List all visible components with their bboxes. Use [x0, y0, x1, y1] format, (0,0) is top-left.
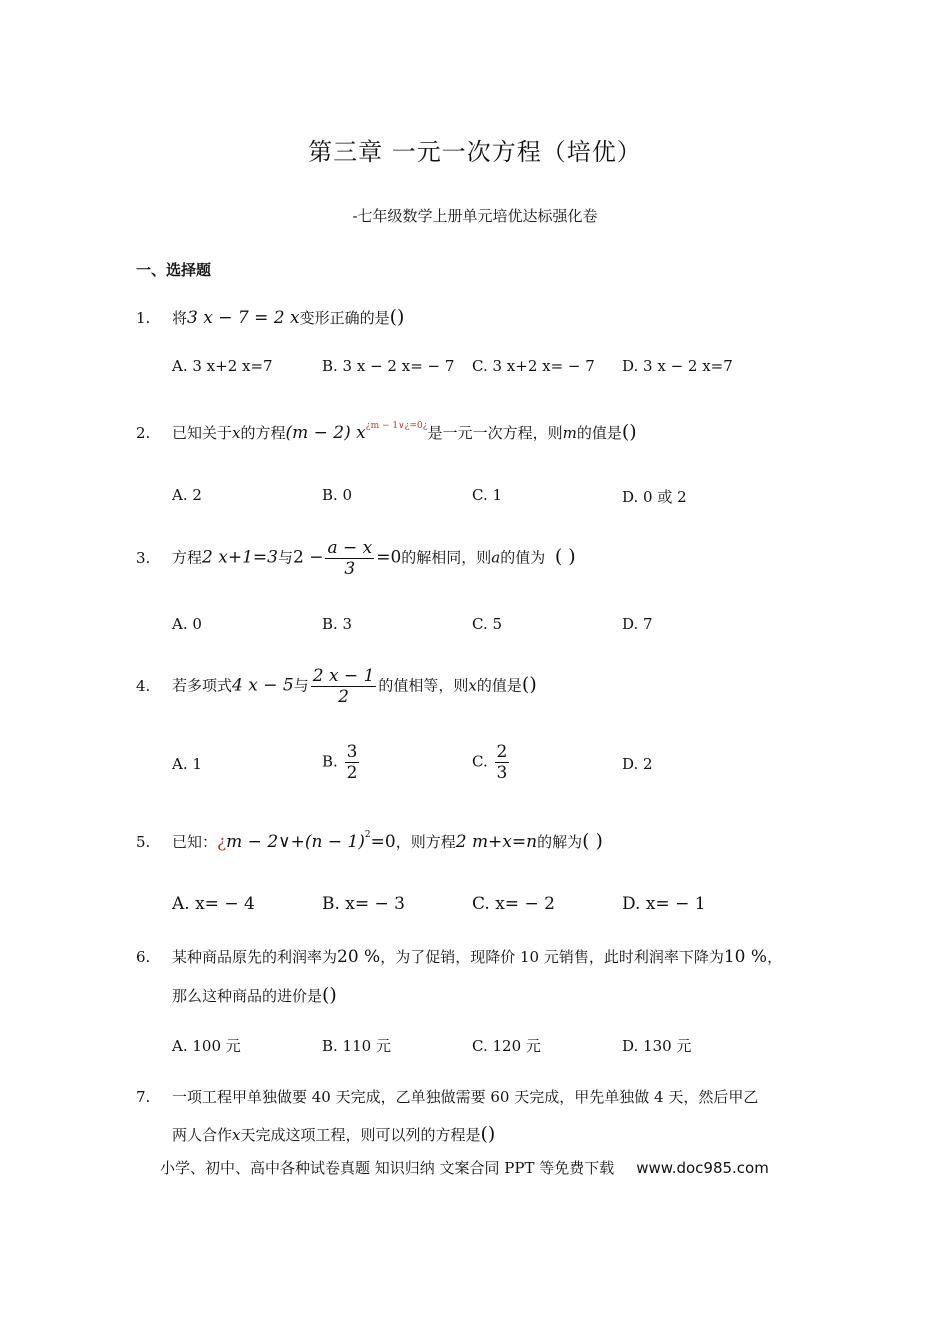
page-footer — [160, 1157, 769, 1178]
question-3: 3. 方程2 x+1=3与2 − $\frac{a - x}{3}$ =0的解相同，则a的值为 ( ) — [136, 538, 576, 579]
footer-text: 小学、初中、高中各种试卷真题 知识归纳 文案合同 PPT 等免费下载 — [160, 1159, 615, 1177]
option-c: C. 5 — [472, 615, 503, 633]
option-b: B. 110 元 — [322, 1037, 391, 1055]
option-c: C. 1 — [472, 486, 503, 504]
fraction: $\frac{2 x - 1}{2}$ — [312, 666, 375, 707]
option-a: A. x= − 4 — [172, 894, 255, 914]
question-5: 5. 已知：¿m − 2∨+(n − 1)$^2$=0，则方程2 m+x=n的解为( ) — [136, 830, 603, 852]
question-number: 7. — [136, 1088, 151, 1106]
question-6-line-2: 那么这种商品的进价是() — [172, 984, 337, 1006]
question-4: 4. 若多项式4 x − 5与 $\frac{2 x - 1}{2}$ 的值相等，则x的值是() — [136, 666, 537, 707]
option-d: D. 2 — [622, 755, 653, 773]
question-2: 2. 已知关于x的方程(m − 2) $x^{¿m - 1\vee¿=0¿}$是一元一次方程，则m的值是() — [136, 421, 637, 443]
fraction: $\frac{2}{3}$ — [496, 742, 508, 783]
option-b: B. 3 — [322, 615, 353, 633]
option-d: D. 0 或 2 — [622, 488, 687, 506]
option-b: B. x= − 3 — [322, 894, 405, 914]
option-b: B. $\frac{3}{2}$ — [322, 742, 358, 783]
page-subtitle: -七年级数学上册单元培优达标强化卷 — [352, 207, 598, 225]
option-a: A. 3 x+2 x=7 — [172, 357, 273, 375]
section-heading: 一、选择题 — [136, 261, 212, 279]
option-c: C. 3 x+2 x= − 7 — [472, 357, 595, 375]
fraction: $\frac{a - x}{3}$ — [327, 538, 373, 579]
footer-url[interactable]: www.doc985.com — [636, 1159, 769, 1177]
option-b: B. 3 x − 2 x= − 7 — [322, 357, 455, 375]
question-number: 5. — [136, 833, 151, 851]
option-a: A. 0 — [172, 615, 202, 633]
question-number: 3. — [136, 548, 151, 567]
page-title: 第三章 一元一次方程（培优） — [308, 138, 642, 166]
question-number: 4. — [136, 676, 151, 695]
question-7-line-2: 两人合作x天完成这项工程，则可以列的方程是() — [172, 1123, 496, 1145]
option-a: A. 1 — [172, 755, 202, 773]
question-6: 6. 某种商品原先的利润率为20 %，为了促销，现降价 10 元销售，此时利润率下降为10 %， — [136, 947, 783, 967]
question-7: 7. 一项工程甲单独做要 40 天完成，乙单独做需要 60 天完成，甲先单独做 4 天，然后甲乙 — [136, 1088, 759, 1106]
option-c: C. 120 元 — [472, 1037, 541, 1055]
option-a: A. 100 元 — [172, 1037, 241, 1055]
option-d: D. 130 元 — [622, 1037, 692, 1055]
option-b: B. 0 — [322, 486, 353, 504]
option-a: A. 2 — [172, 486, 202, 504]
option-c: C. x= − 2 — [472, 894, 555, 914]
option-d: D. x= − 1 — [622, 894, 706, 914]
question-1: 1. 将3 x − 7 = 2 x变形正确的是() — [136, 306, 405, 328]
question-number: 1. — [136, 309, 151, 327]
option-d: D. 3 x − 2 x=7 — [622, 357, 733, 375]
question-number: 2. — [136, 424, 151, 442]
fraction: $\frac{3}{2}$ — [346, 742, 358, 783]
option-c: C. $\frac{2}{3}$ — [472, 742, 508, 783]
question-number: 6. — [136, 948, 151, 966]
option-d: D. 7 — [622, 615, 653, 633]
